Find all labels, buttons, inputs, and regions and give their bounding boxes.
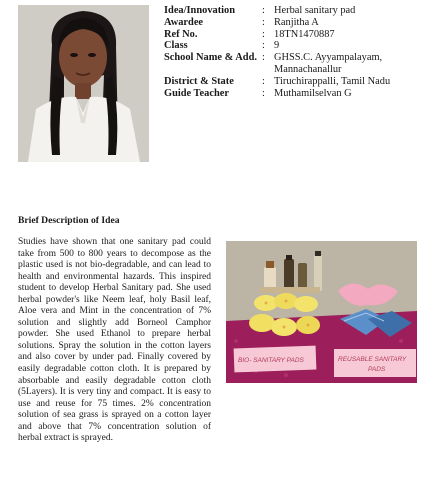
info-separator: : — [262, 75, 265, 87]
info-label — [164, 64, 262, 76]
info-separator: : — [262, 5, 265, 16]
info-label: District & State — [164, 75, 234, 87]
info-label: Awardee — [164, 16, 204, 28]
info-separator: : — [262, 87, 265, 99]
label-bio-pads: BIO- SANITARY PADS — [238, 357, 304, 364]
info-row-awardee — [164, 17, 434, 29]
info-value: Muthamilselvan G — [274, 87, 352, 99]
info-row-class — [164, 40, 434, 52]
info-row-school — [164, 52, 434, 64]
portrait-illustration — [18, 5, 149, 162]
info-value: 18TN1470887 — [274, 28, 335, 40]
info-row-guide-teacher — [164, 88, 434, 100]
info-label: School Name & Add. — [164, 52, 257, 64]
info-separator: : — [262, 40, 265, 52]
info-value: Tiruchirappalli, Tamil Nadu — [274, 75, 391, 87]
info-row-district — [164, 76, 434, 88]
info-separator: : — [262, 52, 265, 64]
info-row-idea — [164, 5, 434, 17]
info-value: 9 — [274, 40, 280, 52]
info-value: GHSS.C. Ayyampalayam, — [274, 52, 383, 64]
info-value: Herbal sanitary pad — [274, 5, 356, 16]
info-value: Ranjitha A — [274, 16, 319, 28]
description-body: Studies have shown that one sanitary pad could take from 500 to 800 years to decompose as the plastic used is not bio-degradable, and can lead to health and environmental hazards. This inspired student to develop Herbal Sanitary pad. She used herbal powder's like Neem leaf, holy Basil leaf, Aloe vera and Mint in the concentration of 7% solution and slightly add Borneol Camphor powder. She used Ethanol to prepare herbal solutions. Spray the solution in the cotton layers and also cover by under pad. Finally covered by easily degradable cotton cloth. It is prepared by absorbable and easily degradable cotton cloth (5Layers). It is very tiny and compact. It is easy to use and reuse for 75 times. 2% concentration solution of sea grass is sprayed on a cotton layer and above that 7% concentration solution of herbal extract is sprayed. — [18, 237, 211, 444]
info-row-school-continued — [164, 64, 434, 76]
info-separator: : — [262, 28, 265, 40]
info-label: Ref No. — [164, 28, 198, 40]
product-photo-illustration — [226, 241, 417, 383]
label-reusable-pads-line2: PADS — [368, 366, 386, 373]
info-separator-blank — [262, 64, 274, 76]
section-heading: Brief Description of Idea — [18, 215, 120, 226]
profile-info-table — [164, 5, 434, 99]
info-label: Class — [164, 40, 188, 52]
info-row-ref-no — [164, 29, 434, 41]
info-label: Idea/Innovation — [164, 5, 236, 16]
product-photo — [226, 241, 417, 383]
info-separator: : — [262, 16, 265, 28]
awardee-portrait — [18, 5, 149, 162]
label-reusable-pads-line1: REUSABLE SANITARY — [338, 356, 407, 363]
info-label: Guide Teacher — [164, 87, 229, 99]
info-value: Mannachanallur — [274, 63, 342, 75]
